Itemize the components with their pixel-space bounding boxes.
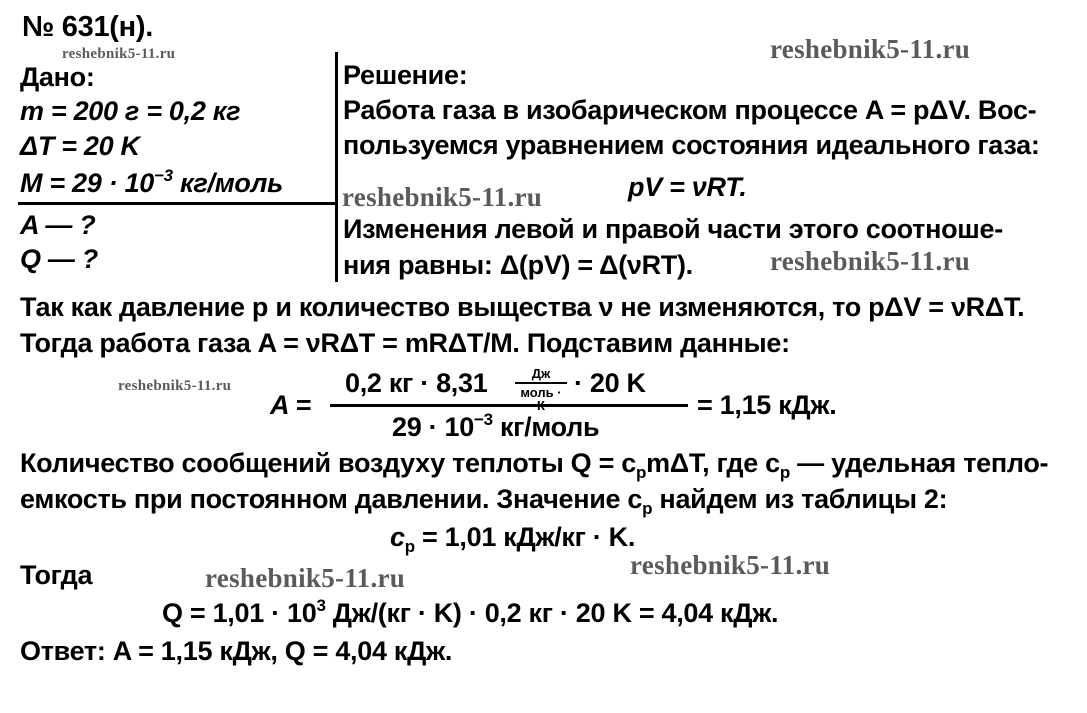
unknown-work: A — ? bbox=[20, 210, 96, 240]
watermark-small-top: reshebnik5-11.ru bbox=[62, 46, 176, 62]
body-line-heat-capacity: емкость при постоянном давлении. Значение $c_p$ найдем из таблицы 2: bbox=[20, 484, 948, 518]
equation-work-denominator bbox=[392, 412, 599, 442]
given-divider-vertical bbox=[335, 52, 338, 282]
body-line-constant-pressure: Так как давление p и количество выщества ν не изменяются, то pΔV = νRΔT. bbox=[20, 292, 1025, 322]
watermark-bottom-left: reshebnik5-11.ru bbox=[205, 563, 406, 593]
unknown-heat: Q — ? bbox=[20, 244, 98, 274]
denominator-exponent: −3 bbox=[473, 410, 493, 429]
heat-calculation: $Q = 1,01 \cdot 10^3$ Дж/(кг · K) · 0,2 кг · 20 K = 4,04 кДж. bbox=[162, 596, 779, 628]
watermark-small-left: reshebnik5-11.ru bbox=[118, 378, 232, 394]
numerator-values: 0,2 кг · 8,31 bbox=[345, 368, 488, 398]
molar-mass-exponent: −3 bbox=[154, 166, 173, 185]
given-delta-t: ΔT = 20 K bbox=[20, 131, 140, 161]
solution-line-4: ния равны: Δ(pV) = Δ(νRT). bbox=[343, 250, 693, 280]
equation-fraction-bar bbox=[330, 404, 688, 407]
given-header: Дано: bbox=[20, 62, 95, 92]
equation-work-numerator bbox=[345, 368, 487, 398]
body-line-work-formula: Тогда работа газа A = νRΔT = mRΔT/M. Подставим данные: bbox=[20, 328, 790, 358]
given-molar-mass bbox=[20, 168, 283, 198]
problem-number: № 631(н). bbox=[22, 11, 153, 43]
numerator-temperature: · 20 K bbox=[574, 368, 646, 398]
then-label: Тогда bbox=[20, 560, 93, 590]
given-divider-horizontal bbox=[18, 202, 336, 205]
unit-fraction-bar bbox=[515, 382, 567, 384]
equation-work-lhs: A = bbox=[270, 390, 311, 420]
solution-line-3: Изменения левой и правой части этого соотноше- bbox=[343, 214, 1003, 244]
ideal-gas-equation: pV = νRT. bbox=[628, 172, 747, 202]
solution-line-2: пользуемся уравнением состояния идеального газа: bbox=[343, 130, 1040, 160]
solution-header: Решение: bbox=[343, 60, 468, 90]
specific-heat-value: $c_p = 1,01$ кДж/кг · K. bbox=[390, 522, 636, 556]
watermark-top-right: reshebnik5-11.ru bbox=[770, 34, 971, 64]
watermark-middle: reshebnik5-11.ru bbox=[342, 182, 543, 212]
equation-work-result: = 1,15 кДж. bbox=[697, 390, 837, 420]
solution-line-1: Работа газа в изобарическом процессе A = pΔV. Вос- bbox=[343, 95, 1037, 125]
answer-line: Ответ: A = 1,15 кДж, Q = 4,04 кДж. bbox=[20, 636, 453, 666]
molar-mass-base: M = 29 · 10 bbox=[20, 168, 155, 198]
denominator-unit: кг/моль bbox=[492, 412, 600, 442]
watermark-right: reshebnik5-11.ru bbox=[770, 246, 971, 276]
unit-numerator: Дж bbox=[531, 366, 551, 381]
molar-mass-unit: кг/моль bbox=[172, 168, 283, 198]
denominator-base: 29 · 10 bbox=[392, 412, 474, 442]
body-line-heat-amount: Количество сообщений воздуху теплоты $Q = c_pm\Delta T$, где $c_p$ — удельная тепло- bbox=[20, 448, 1049, 482]
watermark-bottom-right: reshebnik5-11.ru bbox=[630, 550, 831, 580]
given-mass: m = 200 г = 0,2 кг bbox=[20, 96, 241, 126]
unit-denominator: моль · bbox=[520, 385, 562, 400]
